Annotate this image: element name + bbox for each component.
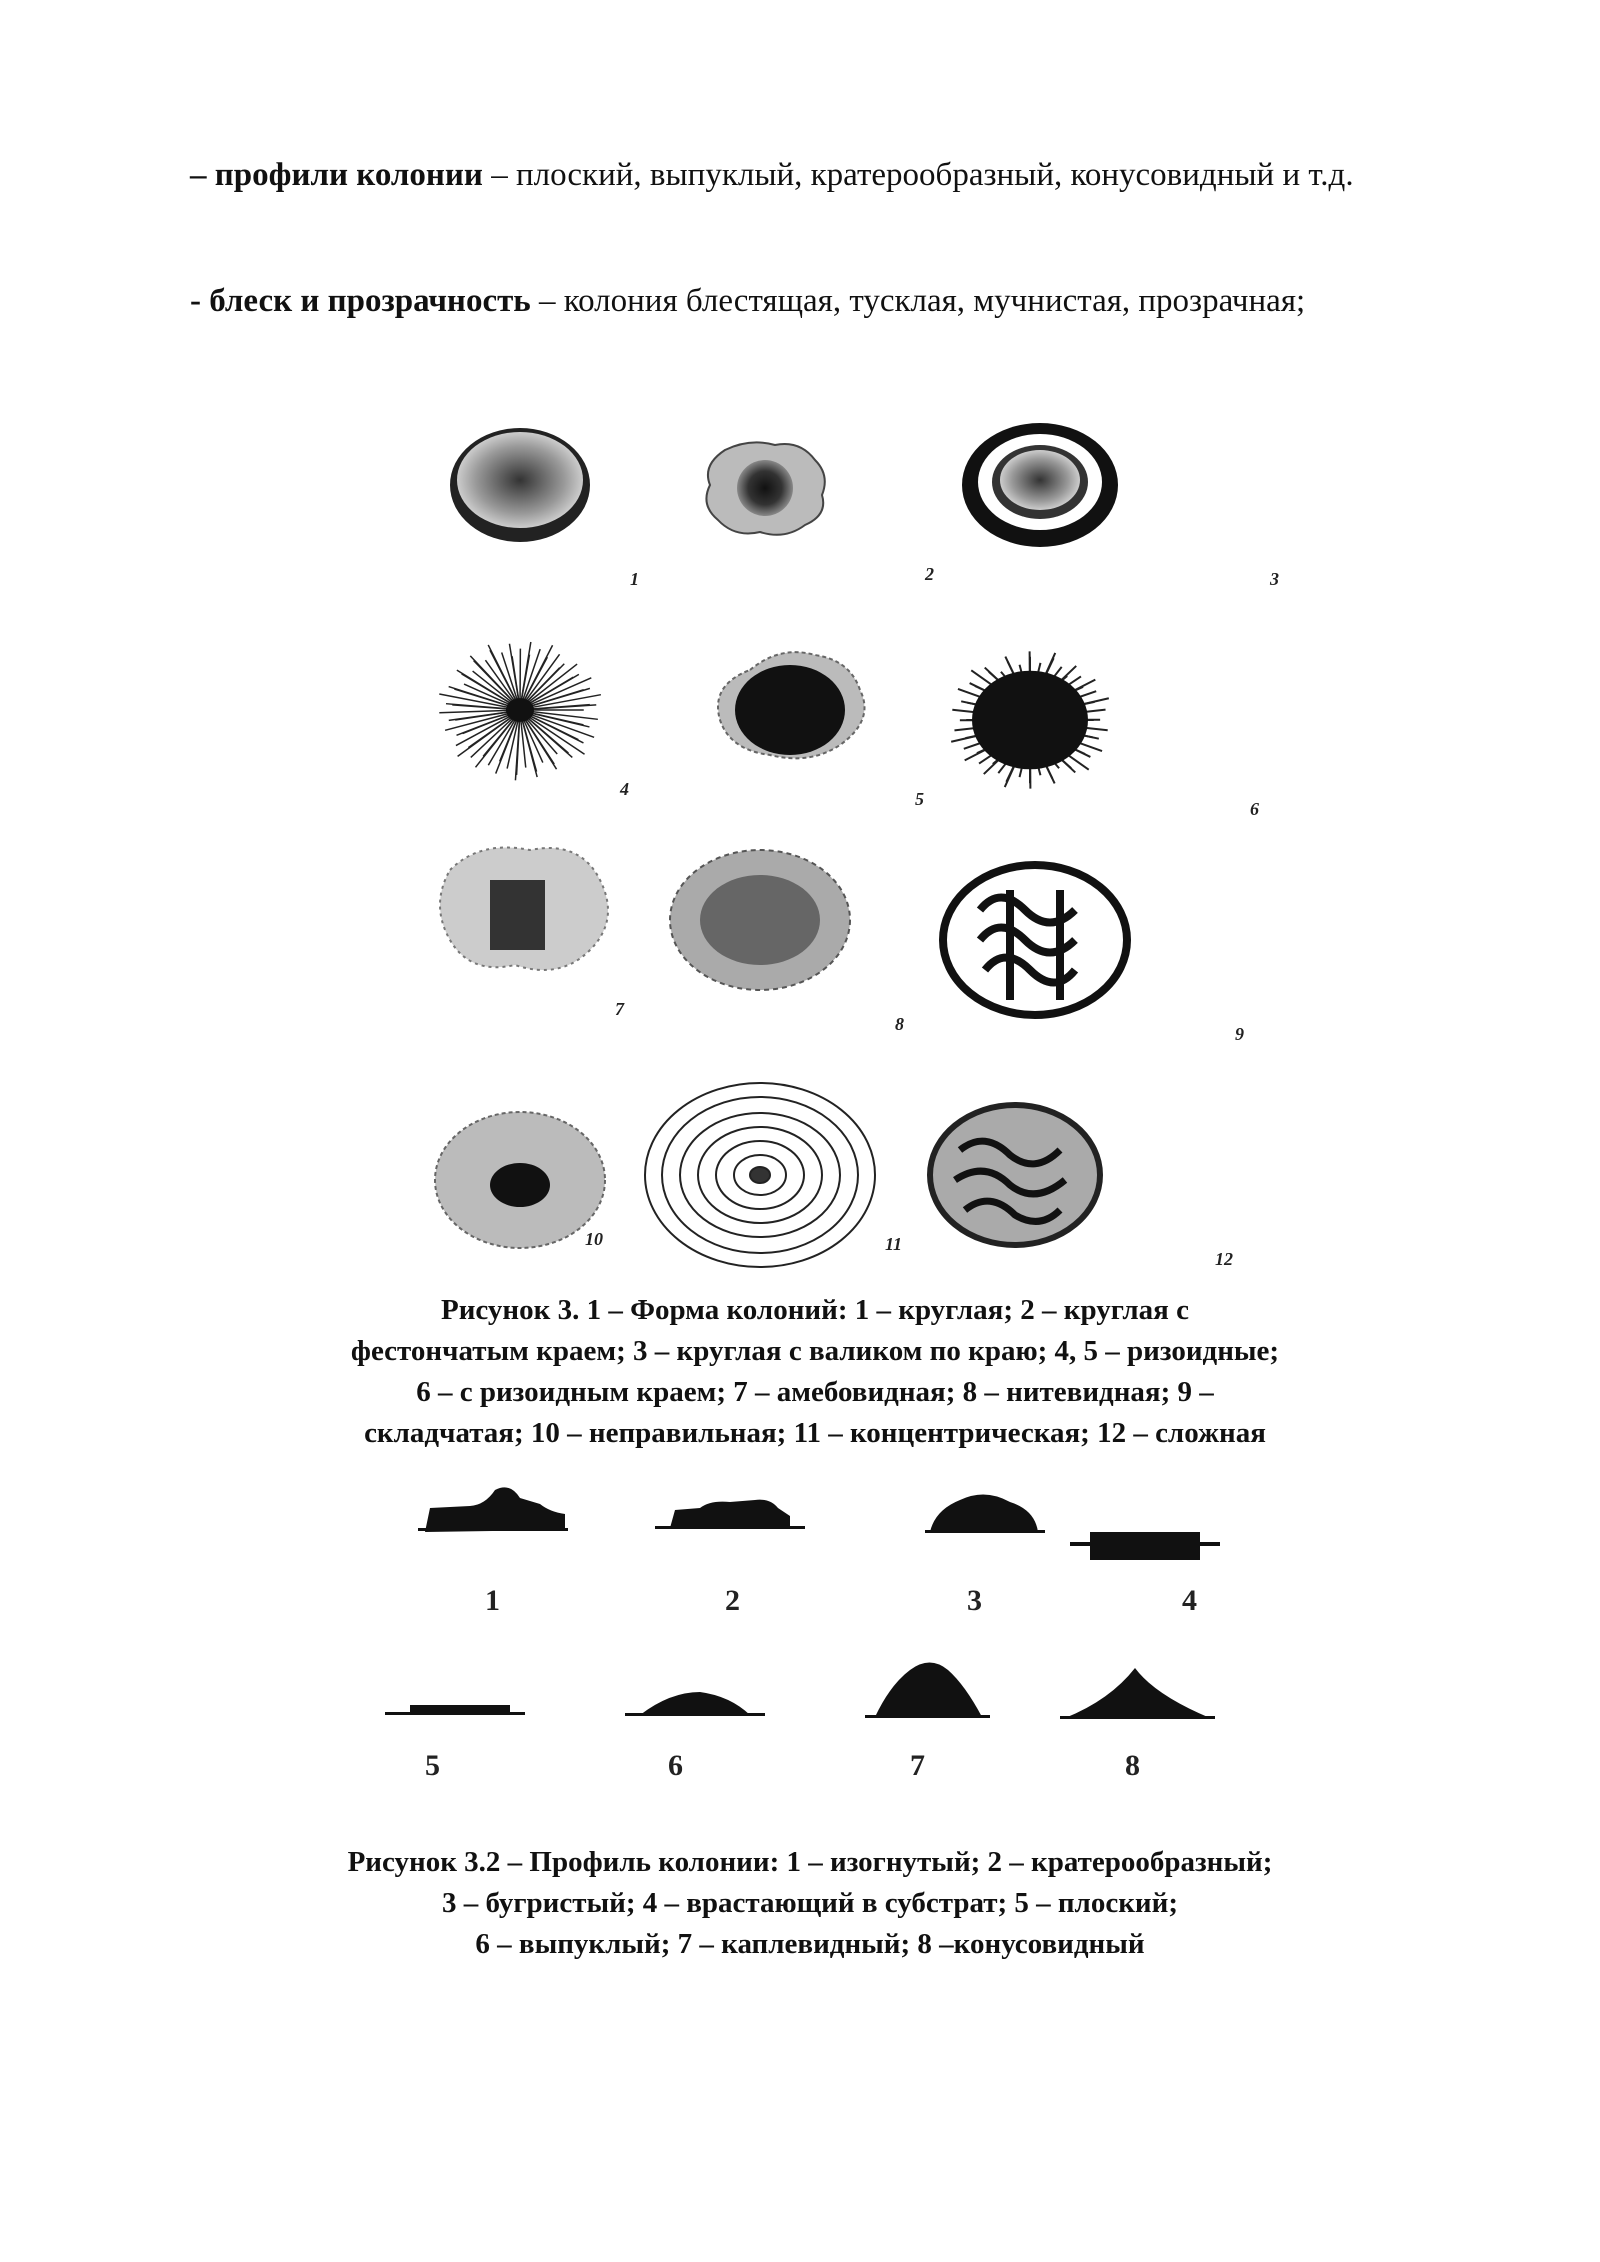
colony-shapes-figure	[420, 420, 1300, 1290]
colony-11-concentric	[645, 1083, 875, 1267]
profile-2-crater	[655, 1500, 805, 1529]
paragraph-gloss	[190, 276, 1430, 326]
colony-label-12: 12	[1215, 1249, 1233, 1269]
profile-1-curved	[418, 1487, 568, 1532]
profile-4-ingrown	[1070, 1532, 1220, 1560]
profile-label-6: 6	[668, 1749, 683, 1782]
colony-label-7: 7	[615, 999, 624, 1019]
term-gloss: - блеск и прозрачность	[190, 283, 531, 319]
caption-line: складчатая; 10 – неправильная; 11 – концентрическая; 12 – сложная	[364, 1417, 1266, 1449]
profile-label-8: 8	[1125, 1749, 1140, 1782]
colony-6-rhizoid-edge	[951, 651, 1109, 788]
definition-profiles: – плоский, выпуклый, кратерообразный, конусовидный и т.д.	[482, 157, 1354, 193]
colony-label-2: 2	[925, 564, 934, 584]
profile-8-cone	[1060, 1668, 1215, 1719]
profile-label-3: 3	[967, 1584, 982, 1617]
profile-label-2: 2	[725, 1584, 740, 1617]
colony-3-rim	[962, 423, 1118, 547]
profile-3-tuberous	[925, 1494, 1045, 1533]
term-profiles: – профили колонии	[190, 157, 483, 193]
caption-line: 6 – с ризоидным краем; 7 – амебовидная; 8 – нитевидная; 9 –	[416, 1376, 1214, 1408]
profile-label-4: 4	[1182, 1584, 1197, 1617]
colony-2-scalloped	[706, 442, 824, 534]
colony-5-rhizoid	[718, 652, 865, 758]
colony-label-3: 3	[1270, 569, 1279, 589]
colony-9-folded	[943, 865, 1127, 1015]
paragraph-profiles	[190, 150, 1430, 200]
colony-4-rhizoid	[439, 642, 601, 780]
colony-label-10: 10	[585, 1229, 603, 1249]
caption-line: фестончатым краем; 3 – круглая с валиком по краю; 4, 5 – ризоидные;	[350, 1335, 1280, 1367]
colony-12-complex	[930, 1105, 1100, 1245]
caption-line: Рисунок 3. 1 – Форма колоний: 1 – круглая; 2 – круглая с	[441, 1294, 1189, 1326]
colony-8-filamentous	[670, 850, 850, 990]
profile-label-1: 1	[485, 1584, 500, 1617]
profile-label-5: 5	[425, 1749, 440, 1782]
colony-label-4: 4	[620, 779, 629, 799]
colony-label-8: 8	[895, 1014, 904, 1034]
figure-3-1-caption	[230, 1290, 1400, 1454]
colony-label-5: 5	[915, 789, 924, 809]
definition-gloss: – колония блестящая, тусклая, мучнистая, прозрачная;	[530, 283, 1306, 319]
colony-1-round	[450, 428, 590, 542]
profile-label-7: 7	[910, 1749, 925, 1782]
colony-label-9: 9	[1235, 1024, 1244, 1044]
profile-7-drop	[865, 1663, 990, 1719]
colony-10-irregular	[435, 1112, 605, 1248]
colony-profiles-figure	[370, 1470, 1300, 1800]
figure-3-2-caption	[220, 1842, 1400, 1965]
profile-5-flat	[385, 1705, 525, 1715]
caption-line: 3 – бугристый; 4 – врастающий в субстрат; 5 – плоский;	[441, 1887, 1178, 1919]
colony-label-6: 6	[1250, 799, 1259, 819]
caption-line: Рисунок 3.2 – Профиль колонии: 1 – изогнутый; 2 – кратерообразный;	[347, 1846, 1273, 1878]
colony-7-amoeboid	[440, 848, 608, 971]
caption-line: 6 – выпуклый; 7 – каплевидный; 8 –конусовидный	[475, 1928, 1145, 1960]
colony-label-11: 11	[885, 1234, 903, 1254]
colony-label-1: 1	[630, 569, 639, 589]
profile-6-convex	[625, 1692, 765, 1716]
